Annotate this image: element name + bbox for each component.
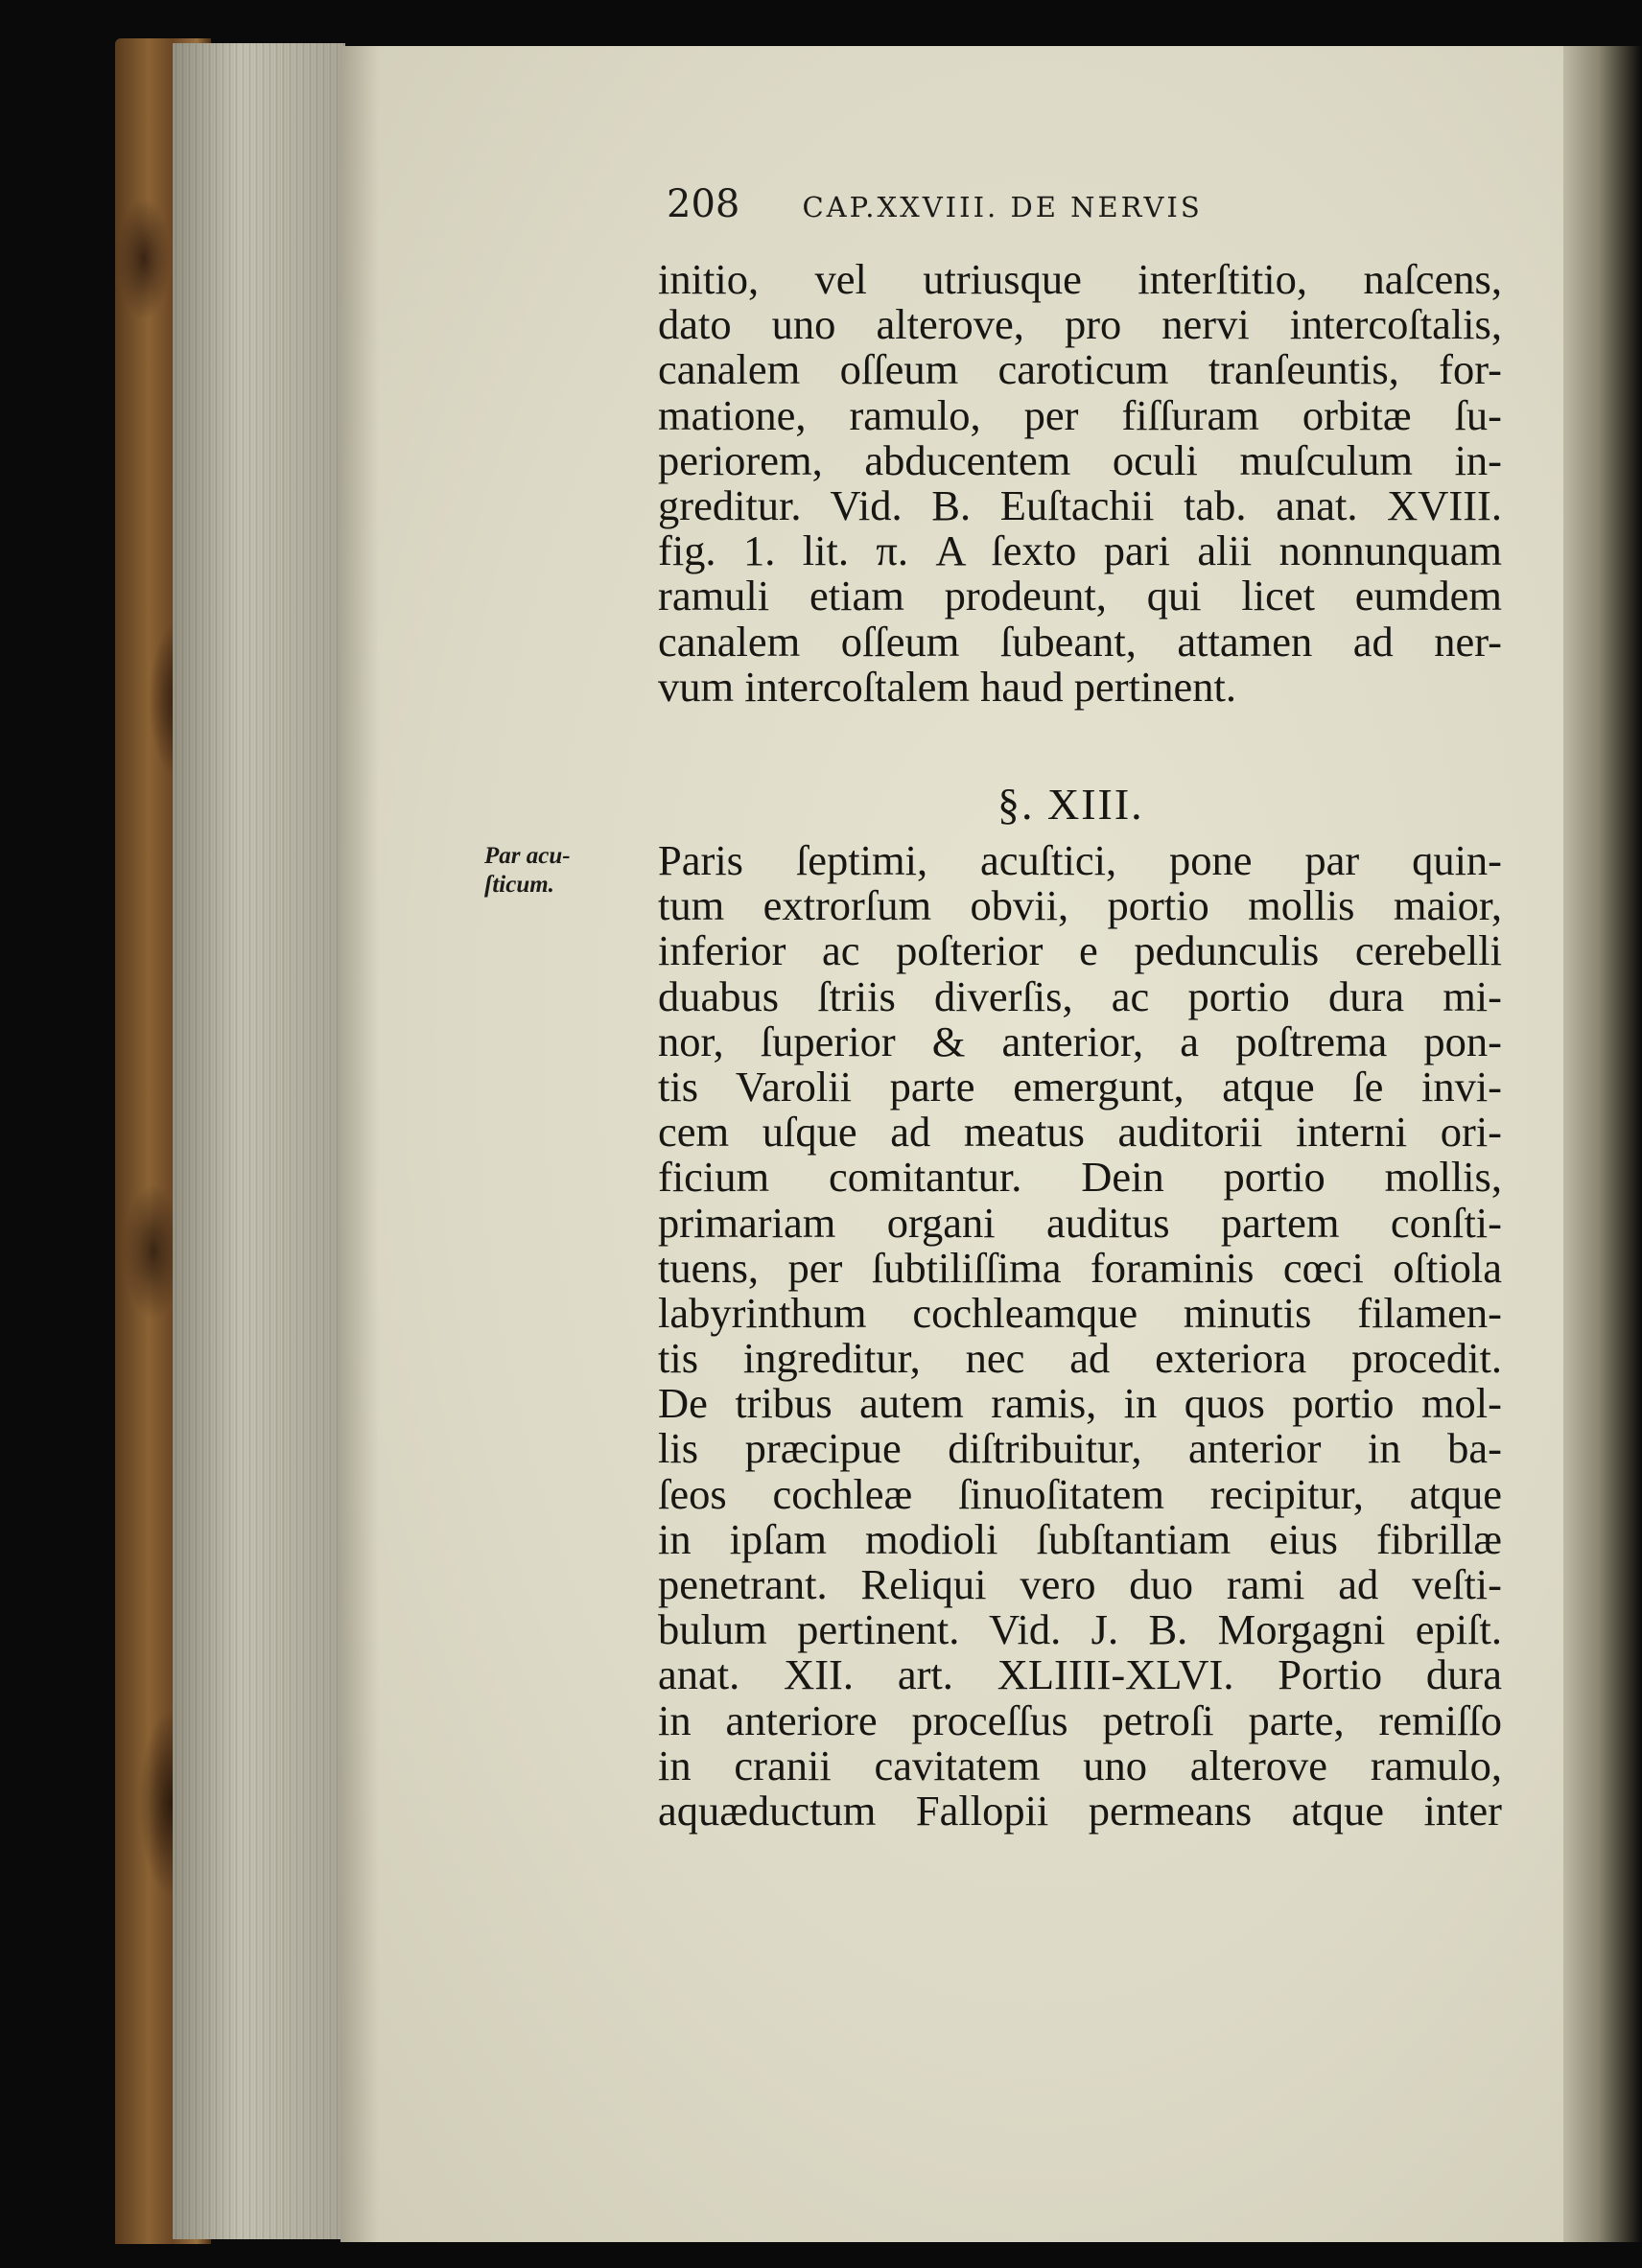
section-paragraph — [658, 838, 1502, 1834]
text-line: tum extrorſum obvii, portio mollis maior, — [658, 881, 1502, 930]
text-line: periorem, abducentem oculi muſculum in- — [658, 435, 1502, 484]
spine-shadow — [340, 46, 379, 2242]
text-line: initio, vel utriusque interſtitio, naſcens, — [658, 255, 1502, 303]
text-line: tuens, per ſubtiliſſima foraminis cœci oſtiola — [658, 1243, 1502, 1292]
text-line: in anteriore proceſſus petroſi parte, remiſſo — [658, 1695, 1502, 1744]
marginal-note-line: Par acu- — [484, 843, 571, 869]
continued-paragraph — [658, 257, 1502, 710]
text-line: bulum pertinent. Vid. J. B. Morgagni epiſt. — [658, 1605, 1502, 1654]
text-line: vum intercoſtalem haud pertinent. — [658, 662, 1237, 711]
text-line: ramuli etiam prodeunt, qui licet eumdem — [658, 572, 1502, 620]
text-line: matione, ramulo, per fiſſuram orbitæ ſu- — [658, 390, 1502, 439]
page-edges-shade — [173, 43, 345, 2239]
gutter-shadow — [1563, 46, 1642, 2242]
text-line: inferior ac poſterior e pedunculis cerebelli — [658, 926, 1502, 975]
text-line: lis præcipue diſtribuitur, anterior in ba- — [658, 1424, 1502, 1473]
text-line: ſeos cochleæ ſinuoſitatem recipitur, atque — [658, 1469, 1502, 1518]
text-line: duabus ſtriis diverſis, ac portio dura mi- — [658, 971, 1502, 1020]
marginal-note-line: ſticum. — [484, 872, 554, 898]
text-line: De tribus autem ramis, in quos portio mol- — [658, 1379, 1502, 1428]
text-line: penetrant. Reliqui vero duo rami ad veſti- — [658, 1560, 1502, 1608]
text-line: nor, ſuperior & anterior, a poſtrema pon- — [658, 1017, 1502, 1065]
text-line: Paris ſeptimi, acuſtici, pone par quin- — [658, 836, 1502, 884]
text-line: primariam organi auditus partem conſti- — [658, 1198, 1502, 1247]
text-line: aquæductum Fallopii permeans atque inter — [658, 1786, 1502, 1835]
text-line: tis Varolii parte emergunt, atque ſe invi- — [658, 1062, 1502, 1111]
running-head — [667, 182, 1203, 226]
text-line: in ipſam modioli ſubſtantiam eius fibrillæ — [658, 1514, 1502, 1563]
text-line: cem uſque ad meatus auditorii interni ori- — [658, 1108, 1502, 1157]
text-line: canalem oſſeum ſubeant, attamen ad ner- — [658, 617, 1502, 666]
text-line: labyrinthum cochleamque minutis filamen- — [658, 1288, 1502, 1337]
chapter-title: CAP.XXVIII. DE NERVIS — [802, 191, 1203, 223]
page-number: 208 — [667, 182, 740, 226]
text-line: ficium comitantur. Dein portio mollis, — [658, 1153, 1502, 1202]
marginal-note — [484, 842, 619, 900]
text-line: fig. 1. lit. π. A ſexto pari alii nonnunquam — [658, 526, 1502, 575]
section-heading: §. XIII. — [997, 780, 1144, 829]
text-line: tis ingreditur, nec ad exteriora procedit. — [658, 1334, 1502, 1383]
text-line: canalem oſſeum caroticum tranſeuntis, for- — [658, 345, 1502, 394]
text-line: dato uno alterove, pro nervi intercoſtalis, — [658, 300, 1502, 349]
text-line: in cranii cavitatem uno alterove ramulo, — [658, 1741, 1502, 1789]
text-line: greditur. Vid. B. Euſtachii tab. anat. XVIII. — [658, 480, 1502, 529]
text-line: anat. XII. art. XLIIII-XLVI. Portio dura — [658, 1650, 1502, 1699]
